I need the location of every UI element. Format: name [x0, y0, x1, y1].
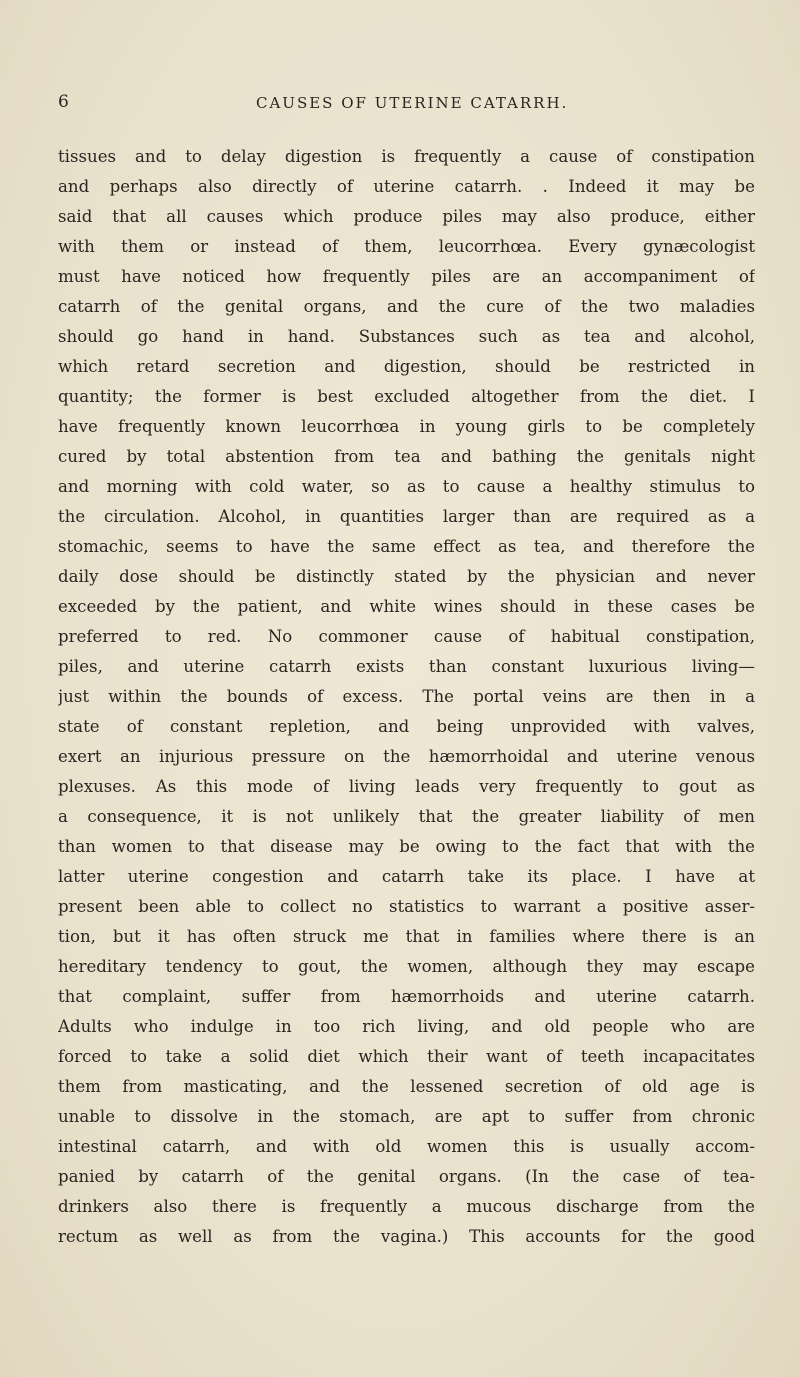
text-line: must have noticed how frequently piles are an accompaniment of: [58, 267, 755, 286]
text-line: and morning with cold water, so as to cause a healthy stimulus to: [58, 477, 755, 496]
text-line: panied by catarrh of the genital organs. (In the case of tea-: [58, 1167, 755, 1186]
text-line: cured by total abstention from tea and bathing the genitals night: [58, 447, 755, 466]
text-line: just within the bounds of excess. The portal veins are then in a: [58, 687, 755, 706]
text-line: that complaint, suffer from hæmorrhoids and uterine catarrh.: [58, 987, 755, 1006]
text-line: a consequence, it is not unlikely that the greater liability of men: [58, 807, 755, 826]
body-text: [58, 142, 755, 1252]
text-line: tion, but it has often struck me that in families where there is an: [58, 927, 755, 946]
text-line: latter uterine congestion and catarrh take its place. I have at: [58, 867, 755, 886]
text-line: exert an injurious pressure on the hæmorrhoidal and uterine venous: [58, 747, 755, 766]
text-line: catarrh of the genital organs, and the cure of the two maladies: [58, 297, 755, 316]
text-line: preferred to red. No commoner cause of habitual constipation,: [58, 627, 755, 646]
text-line: tissues and to delay digestion is frequently a cause of constipation: [58, 147, 755, 166]
page-number: 6: [58, 92, 69, 112]
text-line: exceeded by the patient, and white wines should in these cases be: [58, 597, 755, 616]
text-line: should go hand in hand. Substances such as tea and alcohol,: [58, 327, 755, 346]
text-line: present been able to collect no statistics to warrant a positive asser-: [58, 897, 755, 916]
text-line: state of constant repletion, and being unprovided with valves,: [58, 717, 755, 736]
text-line: than women to that disease may be owing to the fact that with the: [58, 837, 755, 856]
text-line: stomachic, seems to have the same effect as tea, and therefore the: [58, 537, 755, 556]
text-line: daily dose should be distinctly stated by the physician and never: [58, 567, 755, 586]
text-line: quantity; the former is best excluded altogether from the diet. I: [58, 387, 755, 406]
text-line: drinkers also there is frequently a mucous discharge from the: [58, 1197, 755, 1216]
text-line: the circulation. Alcohol, in quantities larger than are required as a: [58, 507, 755, 526]
running-title: CAUSES OF UTERINE CATARRH.: [256, 94, 569, 112]
text-line: plexuses. As this mode of living leads very frequently to gout as: [58, 777, 755, 796]
text-line: intestinal catarrh, and with old women this is usually accom-: [58, 1137, 755, 1156]
text-line: with them or instead of them, leucorrhœa. Every gynæcologist: [58, 237, 755, 256]
text-line: them from masticating, and the lessened secretion of old age is: [58, 1077, 755, 1096]
text-line: said that all causes which produce piles may also produce, either: [58, 207, 755, 226]
text-line: rectum as well as from the vagina.) This accounts for the good: [58, 1227, 755, 1246]
running-head: [58, 90, 748, 116]
text-line: piles, and uterine catarrh exists than constant luxurious living—: [58, 657, 755, 676]
text-line: unable to dissolve in the stomach, are apt to suffer from chronic: [58, 1107, 755, 1126]
text-line: and perhaps also directly of uterine catarrh. . Indeed it may be: [58, 177, 755, 196]
text-line: hereditary tendency to gout, the women, although they may escape: [58, 957, 755, 976]
text-line: Adults who indulge in too rich living, and old people who are: [58, 1017, 755, 1036]
text-line: forced to take a solid diet which their want of teeth incapacitates: [58, 1047, 755, 1066]
text-line: have frequently known leucorrhœa in young girls to be completely: [58, 417, 755, 436]
text-line: which retard secretion and digestion, should be restricted in: [58, 357, 755, 376]
